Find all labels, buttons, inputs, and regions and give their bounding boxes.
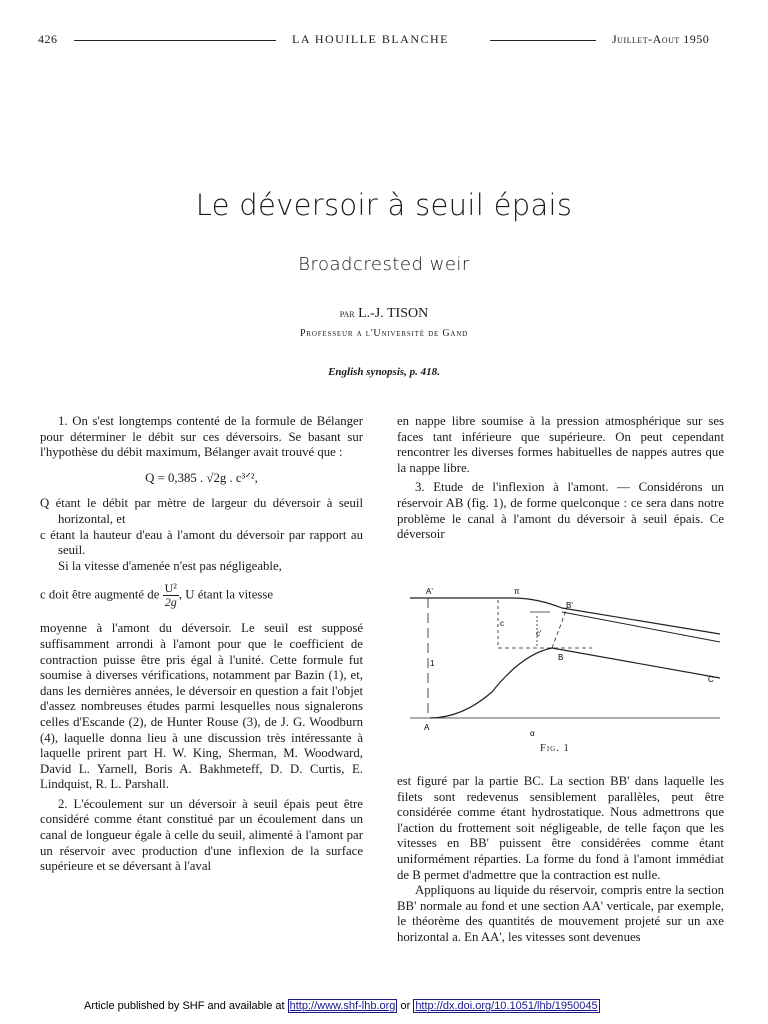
figure-caption: Fig. 1 <box>540 743 570 754</box>
author: L.-J. TISON <box>358 306 429 321</box>
header-rule-right <box>490 40 596 41</box>
shf-link[interactable]: http://www.shf-lhb.org <box>289 1000 396 1012</box>
page-number: 426 <box>38 32 58 46</box>
paragraph: en nappe libre soumise à la pression atmosphérique sur ses faces tant inférieure que supérieure. On peut cependant rencontrer les diverses formes habituelles de nappes autres que la nappe libre. <box>397 414 724 475</box>
fraction-u2-2g <box>163 582 179 609</box>
label-c-point: C <box>708 675 714 684</box>
paragraph: 1. On s'est longtemps contenté de la formule de Bélanger pour déterminer le débit sur ces déversoirs. Se basant sur l'hypothèse du débit maximum, Bélanger avait trouvé que : <box>40 414 363 460</box>
formula-belanger: Q = 0,385 . √2g . c³ᐟ², <box>145 470 258 485</box>
definition-c: c étant la hauteur d'eau à l'amont du déversoir par rapport au seuil. <box>40 527 363 558</box>
by-prefix: par <box>339 306 355 320</box>
paragraph: est figuré par la partie BC. La section BB' dans laquelle les filets sont redevenus sensiblement parallèles, peut être considérée comme étant hydrostatique. Nous admettrons que l'action du frottement soit négligeable, de telle façon que les vitesses en BB' puissent être considérées comme étant uniformément réparties. La forme du fond à l'amont immédiat de B permet d'admettre que la contraction est nulle. <box>397 774 724 882</box>
left-column <box>40 414 363 875</box>
label-b-prime: B' <box>566 601 573 610</box>
paragraph: Appliquons au liquide du réservoir, compris entre la section BB' normale au fond et une section AA' verticale, par exemple, le théorème des quantités de mouvement projeté sur un axe horizontal a. En AA', les vitesses sont devenues <box>397 883 724 944</box>
paragraph: Si la vitesse d'amenée n'est pas négligeable, <box>58 558 282 573</box>
velocity-correction <box>40 582 363 609</box>
label-a-prime: A' <box>426 587 433 596</box>
synopsis-note: English synopsis, p. 418. <box>328 366 440 378</box>
label-one: 1 <box>430 659 435 668</box>
label-pi: π <box>514 587 520 596</box>
article-title: Le déversoir à seuil épais <box>195 188 573 222</box>
fraction-numerator: U² <box>164 581 177 596</box>
doi-link[interactable]: http://dx.doi.org/10.1051/lhb/1950045 <box>415 1000 598 1012</box>
text-span: , U étant la vitesse <box>178 587 274 602</box>
label-b: B <box>558 653 564 662</box>
issue-date: Juillet-Aout 1950 <box>612 32 710 46</box>
label-c: c <box>500 619 504 628</box>
byline <box>0 306 768 322</box>
footer-text: Article published by SHF and available at <box>84 1000 285 1012</box>
paragraph: 3. Etude de l'inflexion à l'amont. — Considérons un réservoir AB (fig. 1), de forme quelconque : ce sera dans notre problème le canal à l'amont du déversoir à seuil épais. Ce déversoir <box>397 480 724 542</box>
label-alpha: α <box>530 729 535 738</box>
article-subtitle: Broadcrested weir <box>298 254 470 275</box>
header-rule-left <box>74 40 276 41</box>
footer-or: or <box>400 1000 411 1012</box>
right-column-bottom <box>397 774 724 946</box>
text-span: c doit être augmenté de <box>40 587 160 602</box>
weir-bed-profile <box>430 648 720 718</box>
affiliation: Professeur a l'Université de Gand <box>300 328 468 339</box>
water-surface-line <box>410 598 720 634</box>
water-surface-line-lower <box>562 612 720 642</box>
fraction-denominator: 2g <box>164 595 177 610</box>
paragraph: moyenne à l'amont du déversoir. Le seuil est supposé suffisamment arrondi à l'amont pour que le coefficient de contraction puisse être pris égal à l'unité. Cette formule fut soumise à diverses vérifications, notamment par Bazin (1), et, dans les dernières années, le déversoir en question a fait l'objet d'assez nombreuses études parmi lesquelles nous signalerons celles d'Escande (2), de Hunter Rouse (3), de J. G. Woodburn (4), laquelle donna lieu à une discussion très intéressante à laquelle prirent part H. W. King, Sherman, M. Woodward, David L. Yarnell, Boris A. Bakhmeteff, D. D. Curtis, E. Lindquist, R. L. Parshall. <box>40 621 363 792</box>
journal-name: LA HOUILLE BLANCHE <box>292 32 449 46</box>
label-c-prime: c' <box>536 629 542 638</box>
definition-q: Q étant le débit par mètre de largeur du déversoir à seuil horizontal, et <box>40 496 363 526</box>
publisher-footer <box>84 1000 600 1012</box>
section-bb-line <box>552 608 567 648</box>
right-column-top <box>397 414 724 543</box>
label-a: A <box>424 723 430 732</box>
paragraph: 2. L'écoulement sur un déversoir à seuil épais peut être considéré comme étant constitué par un écoulement dans un canal de longueur égale à celle du seuil, alimenté à l'amont par un réservoir avec production d'une inflexion de la surface supérieure et se déversant à l'aval <box>40 796 363 874</box>
figure-1-diagram <box>402 582 730 740</box>
